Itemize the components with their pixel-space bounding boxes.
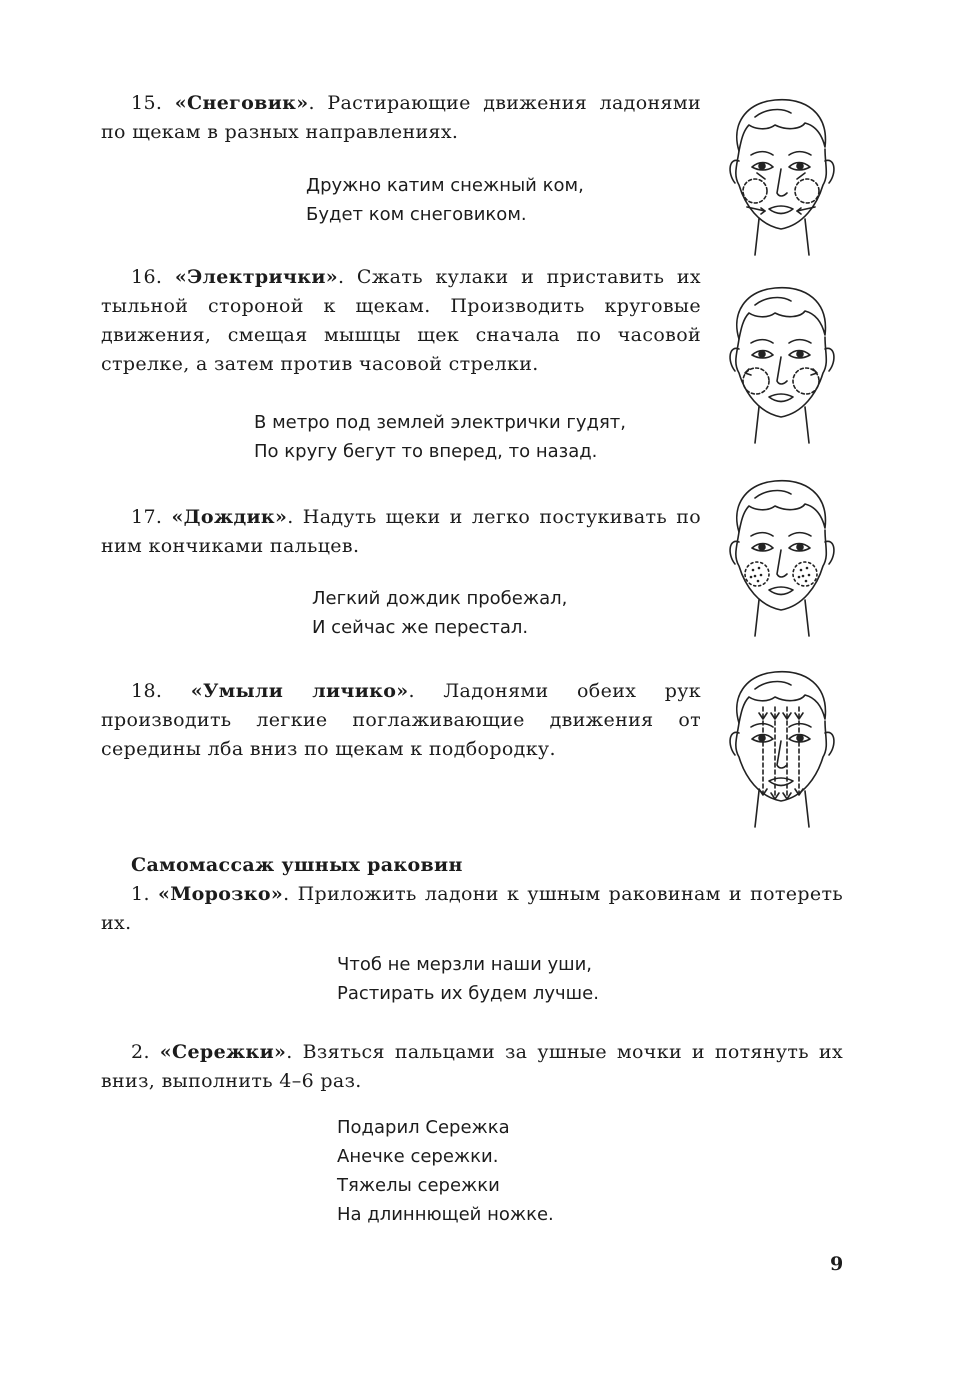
face-rain-icon xyxy=(725,476,837,638)
poem-line: Чтоб не мерзли наши уши, xyxy=(337,954,593,975)
poem-line: По кругу бегут то вперед, то назад. xyxy=(254,441,598,462)
ear-exercise-1-poem xyxy=(337,950,599,1008)
poem-line: Подарил Сережка xyxy=(337,1117,510,1138)
exercise-number: 15. xyxy=(131,92,163,114)
ear-exercise-1-text xyxy=(101,880,843,938)
ear-exercise-2-text xyxy=(101,1038,843,1096)
poem-line: Дружно катим снежный ком, xyxy=(306,175,584,196)
exercise-description: . Растирающие движения ладонями по щекам в разных направлениях. xyxy=(101,92,702,143)
ear-exercise-2-poem xyxy=(337,1113,554,1229)
exercise-title: «Умыли личико» xyxy=(190,680,409,702)
poem-line: Легкий дождик пробежал, xyxy=(312,588,568,609)
poem-line: На длиннющей ножке. xyxy=(337,1204,554,1225)
face-washed-icon xyxy=(725,667,837,829)
exercise-17-text xyxy=(101,503,701,561)
poem-line: Будет ком снеговиком. xyxy=(306,204,527,225)
poem-line: И сейчас же перестал. xyxy=(312,617,529,638)
exercise-17-poem xyxy=(312,584,567,642)
exercise-16-text xyxy=(101,263,701,379)
exercise-description: . Ладонями обеих рук производить легкие поглаживающие движения от середины лба вниз по щекам к подбородку. xyxy=(101,680,702,760)
face-trains-icon xyxy=(725,283,837,445)
exercise-15-poem xyxy=(306,171,584,229)
exercise-description: . Сжать кулаки и приставить их тыльной стороной к щекам. Производить круговые движения, смещая мышцы щек сначала по часовой стрелке, а затем против часовой стрелки. xyxy=(101,266,701,375)
section-heading: Самомассаж ушных раковин xyxy=(131,854,463,876)
exercise-title: «Морозко» xyxy=(158,883,284,905)
poem-line: В метро под землей электрички гудят, xyxy=(254,412,626,433)
exercise-number: 18. xyxy=(131,680,163,702)
page-number: 9 xyxy=(830,1253,844,1275)
exercise-description: . Взяться пальцами за ушные мочки и потянуть их вниз, выполнить 4–6 раз. xyxy=(101,1041,844,1092)
exercise-title: «Сережки» xyxy=(159,1041,287,1063)
face-snowman-icon xyxy=(725,95,837,257)
exercise-number: 2. xyxy=(131,1041,150,1063)
poem-line: Растирать их будем лучше. xyxy=(337,983,599,1004)
exercise-number: 16. xyxy=(131,266,163,288)
exercise-number: 17. xyxy=(131,506,163,528)
exercise-title: «Электрички» xyxy=(174,266,338,288)
exercise-number: 1. xyxy=(131,883,150,905)
exercise-16-poem xyxy=(254,408,626,466)
exercise-15-text xyxy=(101,89,701,147)
poem-line: Анечке сережки. xyxy=(337,1146,499,1167)
exercise-title: «Снеговик» xyxy=(174,92,309,114)
poem-line: Тяжелы сережки xyxy=(337,1175,500,1196)
exercise-description: . Приложить ладони к ушным раковинам и потереть их. xyxy=(101,883,844,934)
exercise-title: «Дождик» xyxy=(171,506,288,528)
exercise-description: . Надуть щеки и легко постукивать по ним кончиками пальцев. xyxy=(101,506,702,557)
exercise-18-text xyxy=(101,677,701,764)
